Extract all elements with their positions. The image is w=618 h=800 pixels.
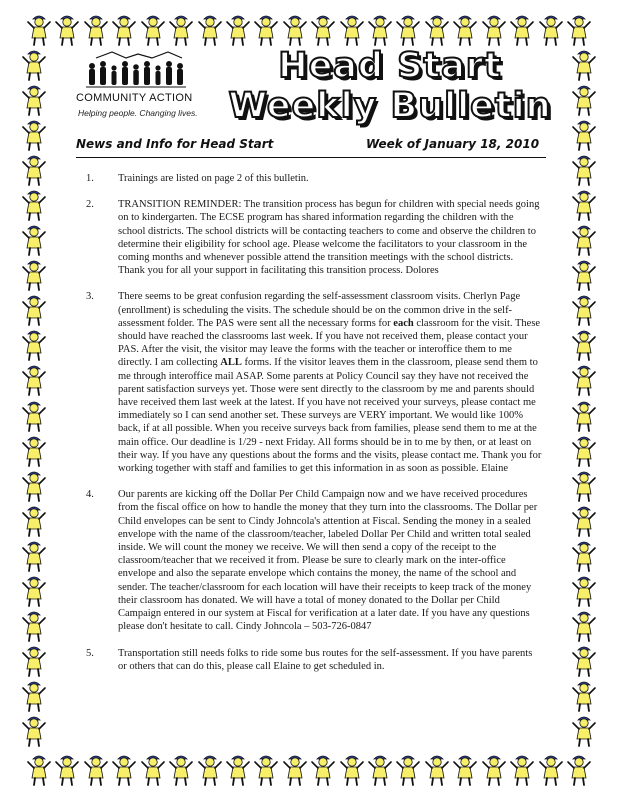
kid-figure-icon	[452, 13, 478, 47]
kid-figure-icon	[566, 13, 592, 47]
kid-figure-icon	[21, 679, 47, 713]
kid-figure-icon	[509, 753, 535, 787]
kid-figure-icon	[168, 753, 194, 787]
kid-figure-icon	[21, 574, 47, 608]
kid-figure-icon	[571, 118, 597, 152]
kid-figure-icon	[253, 13, 279, 47]
kid-figure-icon	[571, 328, 597, 362]
item-text-part: There seems to be great confusion regarding the self-assessment classroom visits. Cherlyn Page (enrollment) is scheduling the visits. The schedule should be on the common drive in the self-assessment folder. The PAS were sent all the necessary forms for	[118, 291, 521, 329]
kid-figure-icon	[26, 13, 52, 47]
kid-figure-icon	[225, 753, 251, 787]
kid-figure-icon	[571, 363, 597, 397]
kid-figure-icon	[571, 644, 597, 678]
kid-figure-icon	[339, 13, 365, 47]
kid-figure-icon	[282, 753, 308, 787]
list-item	[86, 198, 542, 277]
list-item	[86, 647, 542, 673]
item-text: Our parents are kicking off the Dollar Per Child Campaign now and we have received procedures from the fiscal office on how to handle the money that they turn into the classrooms. The Dollar per Child envelopes can be sent to Cindy Johncola's attention at Fiscal. Sending the money in a sealed envelope with the name of the classroom/teacher, labeled Dollar Per Child and written total sealed inside. We will count the money we receive. We will then send a copy of the receipt to the classroom/teacher that we received it from. Please be sure to clearly mark on the inter-office envelope and also the separate envelope which contains the money, the name of the school and sender. The teacher/classroom for each location will have their receipts to keep track of the money their classroom has donated. We will have a total of money donated to the Dollar per Child Campaign entered in our system at Fiscal for verification at a later date. If you have any questions please don't hesitate to call. Cindy Johncola – 503-726-0847	[118, 489, 538, 633]
kid-figure-icon	[571, 469, 597, 503]
kid-figure-icon	[571, 574, 597, 608]
kid-figure-icon	[571, 293, 597, 327]
kid-figure-icon	[21, 83, 47, 117]
kid-figure-icon	[395, 753, 421, 787]
header-divider	[76, 157, 546, 158]
kid-figure-icon	[21, 293, 47, 327]
item-text-part: classroom for the visit. These should have reached the classrooms last week. If you have not received them, please contact your PAS. After the visit, the visitor may leave the forms with the teacher or interoffice them to me directly. I am collecting	[118, 317, 541, 369]
kid-figure-icon	[21, 118, 47, 152]
kid-figure-icon	[571, 504, 597, 538]
kid-figure-icon	[481, 13, 507, 47]
kid-figure-icon	[481, 753, 507, 787]
kid-figure-icon	[21, 223, 47, 257]
kid-figure-icon	[197, 13, 223, 47]
kid-figure-icon	[54, 753, 80, 787]
kid-figure-icon	[26, 753, 52, 787]
kid-figure-icon	[111, 13, 137, 47]
kid-figure-icon	[310, 13, 336, 47]
item-text: Trainings are listed on page 2 of this bulletin.	[118, 173, 309, 184]
kid-figure-icon	[571, 434, 597, 468]
item-number: 1.	[86, 173, 94, 184]
kid-figure-icon	[424, 13, 450, 47]
kid-figure-icon	[566, 753, 592, 787]
item-number: 4.	[86, 489, 94, 501]
kid-figure-icon	[21, 504, 47, 538]
border-left	[14, 48, 54, 748]
kid-figure-icon	[310, 753, 336, 787]
kid-figure-icon	[571, 399, 597, 433]
kid-figure-icon	[21, 48, 47, 82]
kid-figure-icon	[21, 434, 47, 468]
list-item	[86, 290, 542, 475]
org-name: COMMUNITY ACTION	[76, 92, 193, 104]
kid-figure-icon	[21, 644, 47, 678]
kid-figure-icon	[225, 13, 251, 47]
item-text-part: forms. If the visitor leaves them in the classroom, please send them to me through interoffice mail ASAP. Some parents at Policy Council say they have not received the parent satisfaction surveys yet. Those were sent directly to the classroom by me and parents should have received them last week at the latest. If you have not received your surveys, please contact me immediately so I can send another set. These surveys are VERY important. We would like 100% back, if at all possible. When you receive surveys back from families, please send them to me at the main office. Our deadline is 1/29 - next Friday. All forms should be in to me by then, or at least on their way. If you have any questions about the forms and the visits, please contact me. Thank you for working together with staff and families to get this information in as soon as possible. Elaine	[118, 357, 542, 475]
subheader-week: Week of January 18, 2010	[366, 137, 540, 151]
kid-figure-icon	[168, 13, 194, 47]
item-number: 3.	[86, 291, 94, 303]
kid-figure-icon	[21, 609, 47, 643]
subheader	[76, 137, 546, 155]
bulletin-content	[86, 172, 542, 686]
kid-figure-icon	[571, 83, 597, 117]
kid-figure-icon	[21, 539, 47, 573]
kid-figure-icon	[21, 399, 47, 433]
kid-figure-icon	[424, 753, 450, 787]
kid-figure-icon	[197, 753, 223, 787]
list-item	[86, 488, 542, 633]
kid-figure-icon	[253, 753, 279, 787]
item-text-emphasis: ALL	[220, 357, 242, 369]
kid-figure-icon	[21, 469, 47, 503]
subheader-news: News and Info for Head Start	[76, 137, 274, 151]
kid-figure-icon	[83, 753, 109, 787]
kid-figure-icon	[395, 13, 421, 47]
item-text-emphasis: each	[393, 317, 414, 329]
kid-figure-icon	[54, 13, 80, 47]
kid-figure-icon	[571, 609, 597, 643]
item-number: 5.	[86, 647, 94, 659]
kid-figure-icon	[571, 153, 597, 187]
bulletin-title-line2: Weekly Bulletin	[228, 86, 552, 126]
kid-figure-icon	[571, 258, 597, 292]
kid-figure-icon	[367, 753, 393, 787]
kid-figure-icon	[140, 13, 166, 47]
kid-figure-icon	[21, 153, 47, 187]
kid-figure-icon	[509, 13, 535, 47]
kid-figure-icon	[140, 753, 166, 787]
item-text: TRANSITION REMINDER: The transition process has begun for children with special needs going on to kindergarten. The ECSE program has shared information regarding the children with the school districts. The school districts will be contacting teachers to come and observe the children to determine their eligibility for school age. Please welcome the facilitators to your classroom in the coming months and whenever possible attend the transition meetings with the school districts. Thank you for all your support in facilitating this transition process. Dolores	[118, 199, 540, 277]
kid-figure-icon	[571, 223, 597, 257]
item-text	[118, 290, 542, 475]
kid-figure-icon	[21, 363, 47, 397]
kid-figure-icon	[367, 13, 393, 47]
kid-figure-icon	[571, 679, 597, 713]
kid-figure-icon	[538, 753, 564, 787]
bulletin-title-line1: Head Start	[278, 46, 502, 86]
kid-figure-icon	[111, 753, 137, 787]
border-top	[26, 12, 592, 48]
kid-figure-icon	[21, 328, 47, 362]
kid-figure-icon	[21, 188, 47, 222]
kid-figure-icon	[538, 13, 564, 47]
kid-figure-icon	[571, 714, 597, 748]
kid-figure-icon	[83, 13, 109, 47]
kid-figure-icon	[339, 753, 365, 787]
kid-figure-icon	[452, 753, 478, 787]
kid-figure-icon	[571, 539, 597, 573]
border-right	[564, 48, 604, 748]
kid-figure-icon	[282, 13, 308, 47]
kid-figure-icon	[571, 188, 597, 222]
border-bottom	[26, 752, 592, 788]
people-silhouette-icon	[82, 50, 190, 92]
kid-figure-icon	[21, 258, 47, 292]
item-text: Transportation still needs folks to ride some bus routes for the self-assessment. If you have parents or others that can do this, please call Elaine to get scheduled in.	[118, 647, 533, 672]
community-action-logo	[72, 50, 198, 140]
org-tagline: Helping people. Changing lives.	[78, 108, 198, 118]
item-number: 2.	[86, 199, 94, 211]
kid-figure-icon	[21, 714, 47, 748]
list-item	[86, 172, 542, 185]
kid-figure-icon	[571, 48, 597, 82]
